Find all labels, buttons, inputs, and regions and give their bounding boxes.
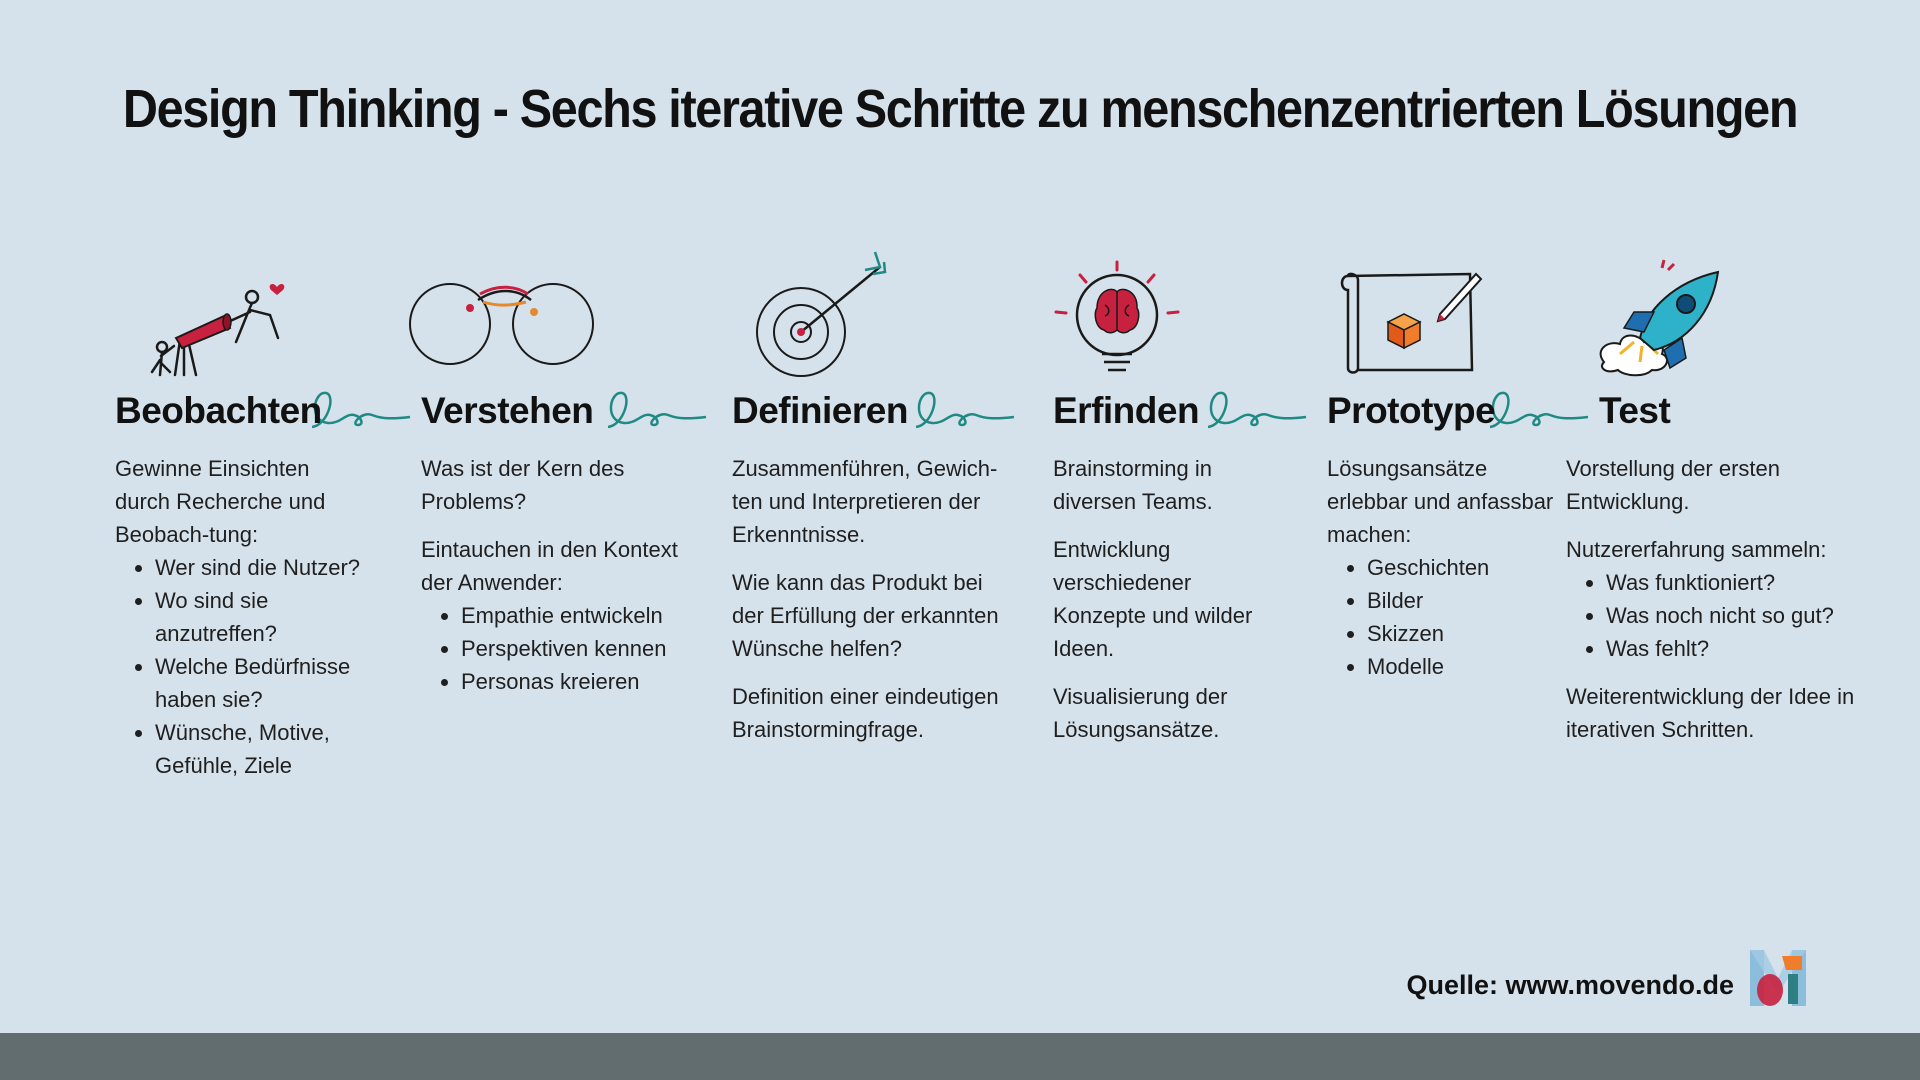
connector-squiggle: [602, 385, 712, 435]
step-paragraph: Nutzererfahrung sammeln:: [1566, 537, 1827, 562]
list-item: • Welche Bedürfnisse haben sie?: [155, 650, 370, 716]
connector-squiggle: [910, 385, 1020, 435]
list-item: • Bilder: [1367, 584, 1557, 617]
list-item: • Geschichten: [1367, 551, 1557, 584]
connector-squiggle: [1484, 385, 1594, 435]
rocket-icon: [1594, 250, 1794, 380]
brain-lightbulb-icon: [1050, 250, 1250, 380]
list-item: • Wünsche, Motive, Gefühle, Ziele: [155, 716, 370, 782]
step-paragraph: Zusammenführen, Gewich-ten und Interpretieren der Erkenntnisse.: [732, 456, 998, 547]
step-description-test: [1566, 452, 1856, 761]
step-intro: Gewinne Einsichten durch Recherche und Beobach-tung:: [115, 456, 326, 547]
step-paragraph: Wie kann das Produkt bei der Erfüllung der erkannten Wünsche helfen?: [732, 570, 999, 661]
step-paragraph: Was ist der Kern des Problems?: [421, 456, 625, 514]
step-bullet-list: [1327, 551, 1557, 683]
empathy-faces-icon: [406, 250, 606, 380]
list-item: • Was funktioniert?: [1606, 566, 1856, 599]
source-credit: Quelle: www.movendo.de: [1406, 970, 1734, 1000]
step-bullet-list: [115, 551, 370, 782]
list-item: • Was noch nicht so gut?: [1606, 599, 1856, 632]
step-heading-erfinden: Erfinden: [1053, 390, 1200, 431]
step-paragraph: Weiterentwicklung der Idee in iterativen Schritten.: [1566, 684, 1855, 742]
target-arrow-icon: [745, 250, 945, 380]
list-item: • Empathie entwickeln: [461, 599, 691, 632]
page-title: Design Thinking - Sechs iterative Schritte zu menschenzentrierten Lösungen: [122, 79, 1798, 139]
footer-bar: [0, 1033, 1920, 1080]
step-intro: Lösungsansätze erlebbar und anfassbar machen:: [1327, 456, 1554, 547]
connector-squiggle: [1202, 385, 1312, 435]
step-heading-definieren: Definieren: [732, 390, 908, 431]
step-paragraph: Entwicklung verschiedener Konzepte und wilder Ideen.: [1053, 537, 1253, 661]
prototype-sketch-icon: [1338, 250, 1538, 380]
step-paragraph: Vorstellung der ersten Entwicklung.: [1566, 456, 1781, 514]
telescope-icon: [140, 250, 340, 380]
step-paragraph: Brainstorming in diversen Teams.: [1053, 456, 1213, 514]
step-bullet-list: [421, 599, 691, 698]
step-heading-prototype: Prototype: [1327, 390, 1496, 431]
list-item: • Modelle: [1367, 650, 1557, 683]
step-description-definieren: [732, 452, 1002, 761]
list-item: • Wo sind sie anzutreffen?: [155, 584, 370, 650]
step-paragraph: Visualisierung der Lösungsansätze.: [1053, 684, 1228, 742]
list-item: • Was fehlt?: [1606, 632, 1856, 665]
list-item: • Wer sind die Nutzer?: [155, 551, 370, 584]
movendo-logo-icon: [1748, 948, 1810, 1008]
list-item: • Skizzen: [1367, 617, 1557, 650]
step-paragraph: Eintauchen in den Kontext der Anwender:: [421, 537, 678, 595]
list-item: • Personas kreieren: [461, 665, 691, 698]
step-description-beobachten: [115, 452, 370, 797]
step-heading-beobachten: Beobachten: [115, 390, 322, 431]
step-description-verstehen: [421, 452, 691, 713]
step-description-erfinden: [1053, 452, 1263, 761]
connector-squiggle: [306, 385, 416, 435]
step-heading-verstehen: Verstehen: [421, 390, 594, 431]
step-heading-test: Test: [1599, 390, 1671, 431]
step-paragraph: Definition einer eindeutigen Brainstormingfrage.: [732, 684, 999, 742]
step-description-prototype: [1327, 452, 1557, 698]
list-item: • Perspektiven kennen: [461, 632, 691, 665]
step-bullet-list: [1566, 566, 1856, 665]
